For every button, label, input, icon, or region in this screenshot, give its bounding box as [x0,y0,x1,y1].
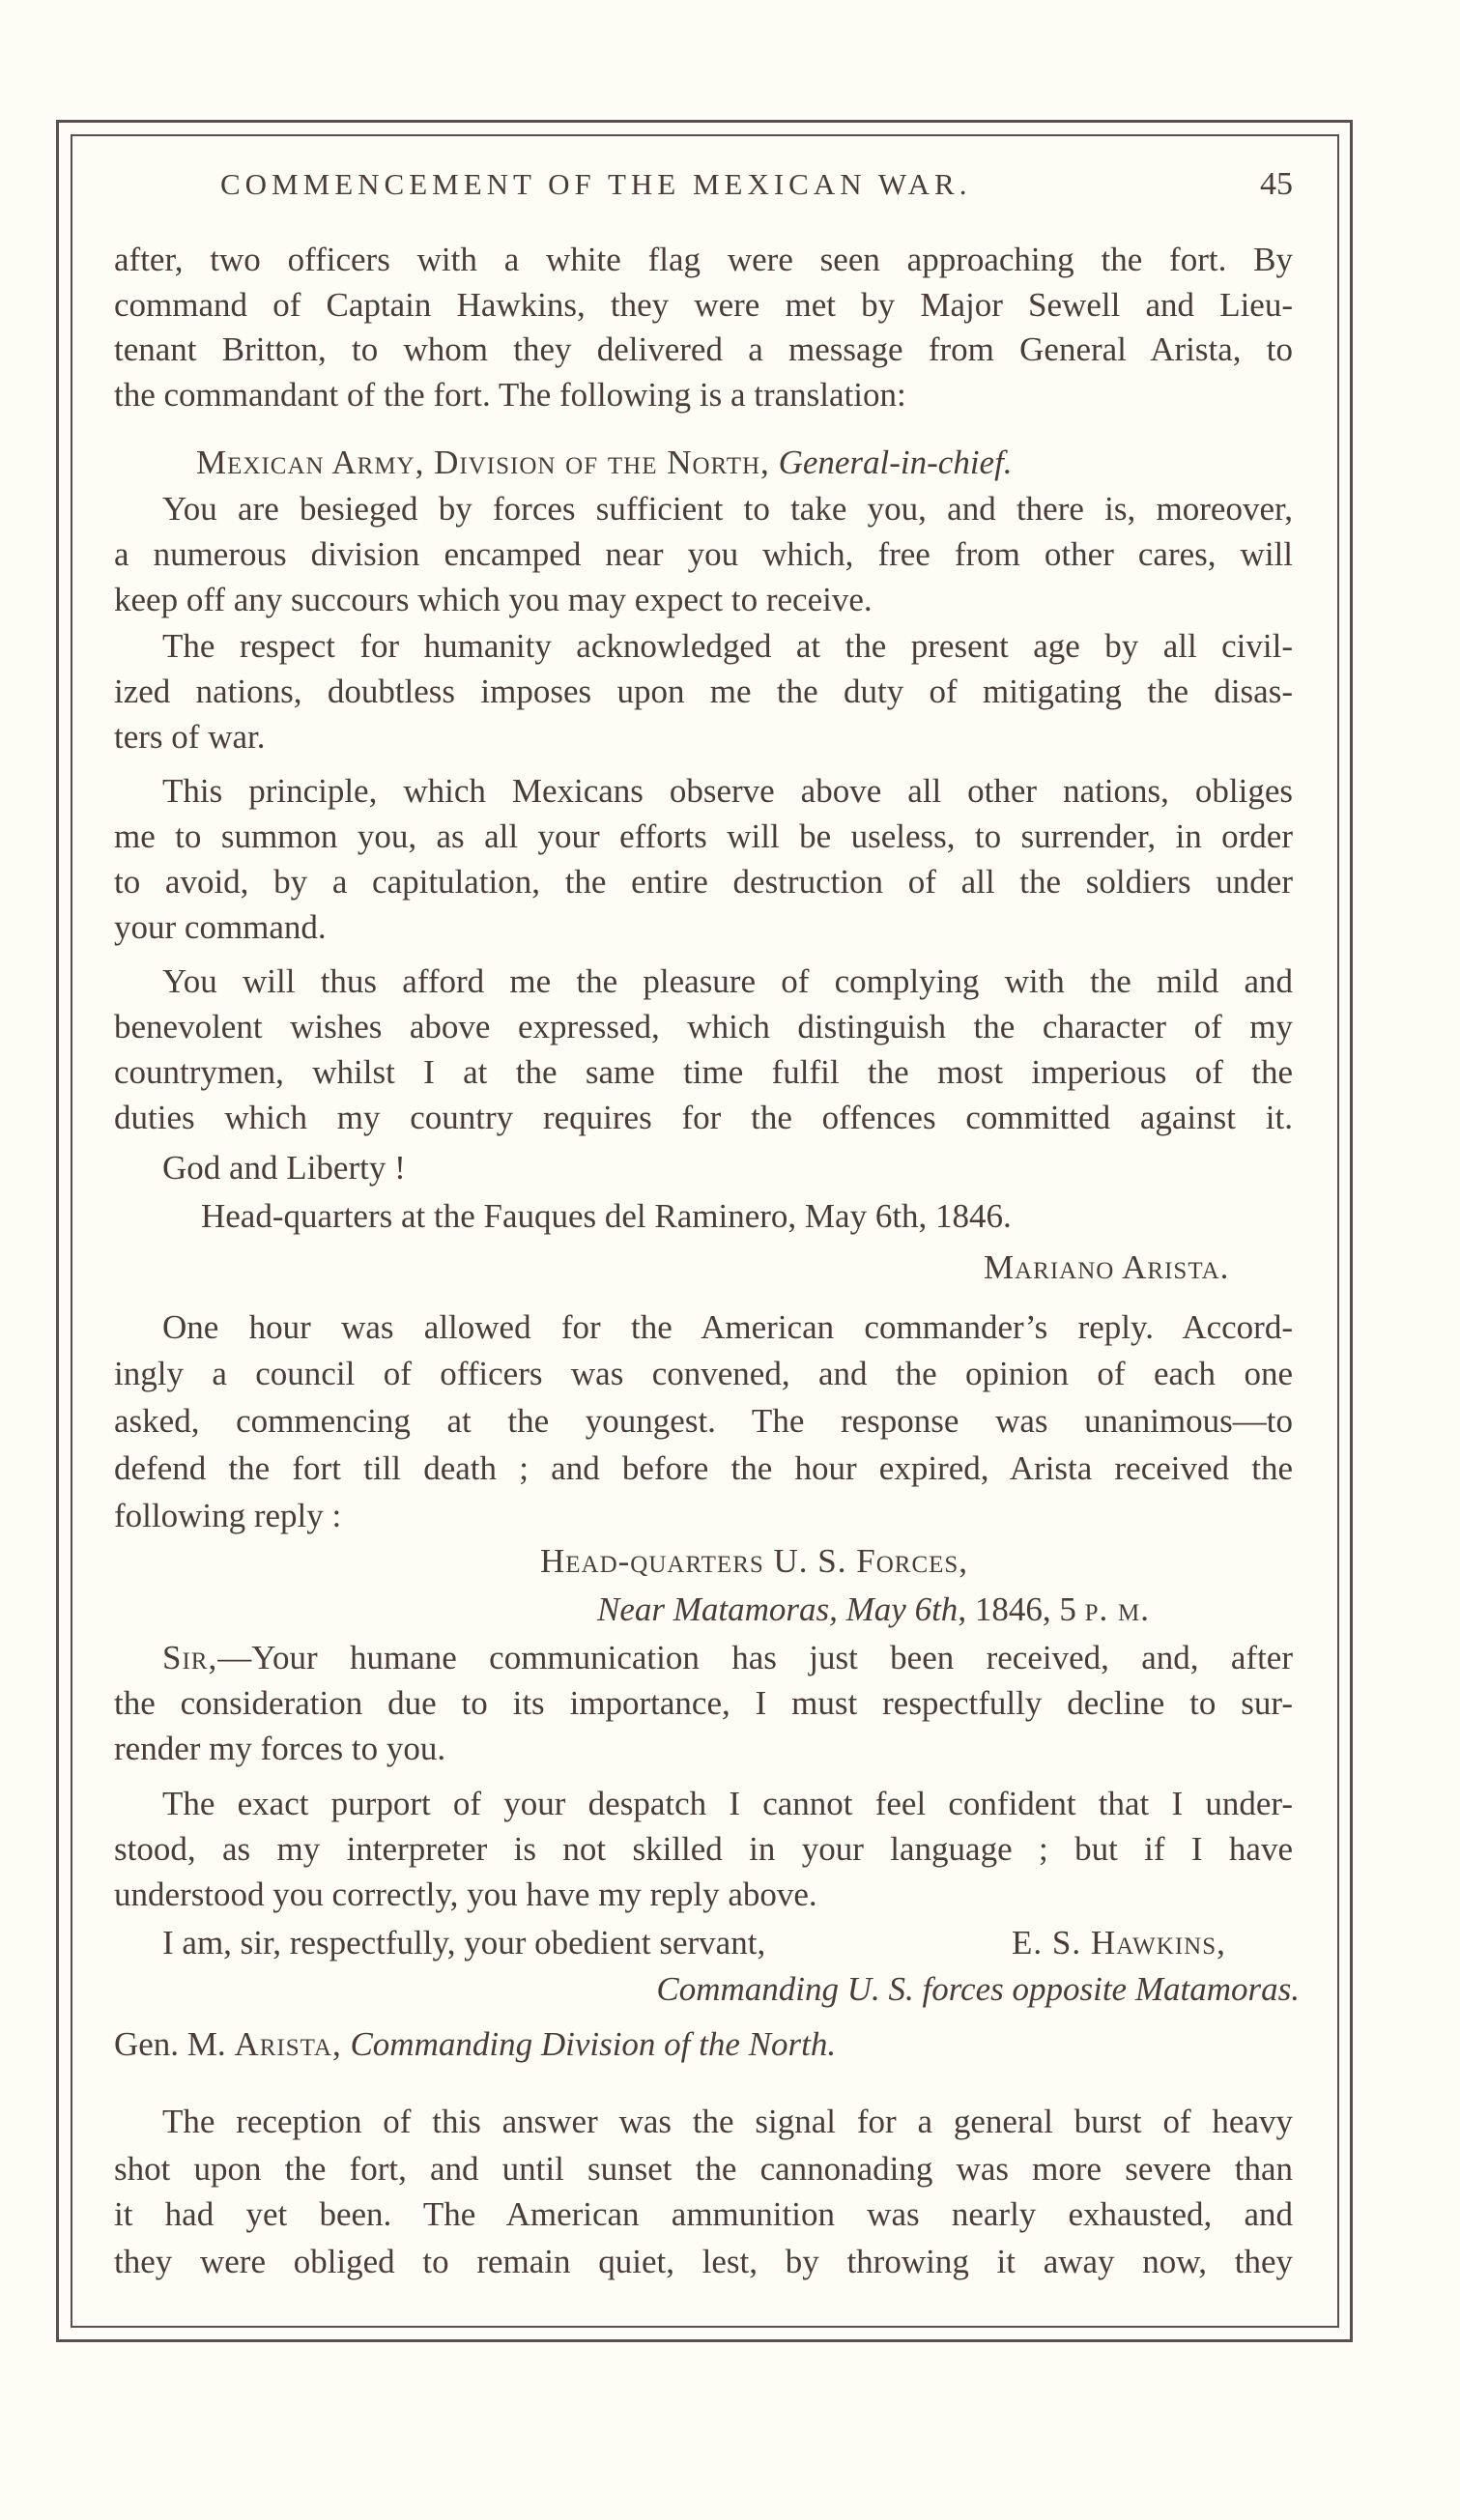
text-line: ized nations, doubtless imposes upon me the duty of mitigating the disas- [114,673,1293,710]
reply-signer-title: Commanding U. S. forces opposite Matamoras. [656,1970,1300,2008]
text-line: countrymen, whilst I at the same time fulfil the most imperious of the [114,1053,1293,1091]
text-line: tenant Britton, to whom they delivered a message from General Arista, to [114,330,1293,368]
text-line: One hour was allowed for the American commander’s reply. Accord- [162,1308,1293,1346]
text-line: a numerous division encamped near you which, free from other cares, will [114,535,1293,573]
text-line: duties which my country requires for the offences committed against it. [114,1099,1293,1136]
letter-dateline: Head-quarters at the Fauques del Raminero, May 6th, 1846. [201,1197,1012,1235]
text-line: ingly a council of officers was convened, and the opinion of each one [114,1355,1293,1392]
reply-salutation: Sir, [162,1639,218,1676]
text-line: The reception of this answer was the signal for a general burst of heavy [162,2103,1293,2140]
letter-heading [196,445,1375,479]
reply-place-year: , 1846, 5 [958,1590,1085,1628]
reply-heading: Head-quarters U. S. Forces, [540,1542,969,1580]
letter-heading-sender: Mexican Army, Division of the North, [196,444,770,481]
text-line: asked, commencing at the youngest. The response was unanimous—to [114,1402,1293,1440]
reply-place [597,1592,1293,1626]
letter-heading-title: General-in-chief. [778,444,1013,481]
reply-signer: E. S. Hawkins, [1012,1924,1226,1962]
reply-place-time: p. m. [1084,1590,1150,1628]
text-line: command of Captain Hawkins, they were met by Major Sewell and Lieu- [114,286,1293,324]
text-line: —Your humane communication has just been received, and, after [217,1639,1293,1676]
text-line: You will thus afford me the pleasure of complying with the mild and [162,962,1293,1000]
text-line: to avoid, by a capitulation, the entire destruction of all the soldiers under [114,863,1293,901]
running-head-title: COMMENCEMENT OF THE MEXICAN WAR. [220,167,972,201]
page-number: 45 [1260,166,1293,202]
running-head [220,166,1293,202]
text-line: shot upon the fort, and until sunset the cannonading was more severe than [114,2150,1293,2188]
text-line: me to summon you, as all your efforts will be useless, to surrender, in order [114,817,1293,855]
text-line: You are besieged by forces sufficient to take you, and there is, moreover, [162,490,1293,528]
text-line: stood, as my interpreter is not skilled in your language ; but if I have [114,1830,1293,1868]
text-line: your command. [114,908,327,946]
text-line: it had yet been. The American ammunition was nearly exhausted, and [114,2195,1293,2233]
text-line: The respect for humanity acknowledged at the present age by all civil- [162,627,1293,665]
text-line: ters of war. [114,718,266,756]
text-line: render my forces to you. [114,1730,446,1767]
text-line: defend the fort till death ; and before the hour expired, Arista received the [114,1449,1293,1487]
reply-addressee [114,2027,1293,2061]
text-line: benevolent wishes above expressed, which distinguish the character of my [114,1008,1293,1045]
text-line: keep off any succours which you may expect to receive. [114,581,873,618]
text-line: the consideration due to its importance, I must respectfully decline to sur- [114,1684,1293,1722]
addressee-title: Commanding Division of the North. [341,2025,837,2063]
text-line: the commandant of the fort. The following is a translation: [114,376,906,414]
text-line: This principle, which Mexicans observe above all other nations, obliges [162,772,1293,810]
reply-place-name: Near Matamoras, May 6th [597,1590,959,1628]
text-line: understood you correctly, you have my reply above. [114,1876,817,1913]
addressee-prefix: Gen. M. [114,2025,235,2063]
reply-salutation-line [162,1641,1293,1675]
text-line: after, two officers with a white flag were seen approaching the fort. By [114,241,1293,278]
letter-closing: God and Liberty ! [162,1149,406,1187]
letter-signature: Mariano Arista. [984,1248,1230,1286]
text-line: they were obliged to remain quiet, lest, by throwing it away now, they [114,2243,1293,2280]
addressee-name: Arista, [234,2025,342,2063]
text-line: following reply : [114,1497,342,1534]
text-line: The exact purport of your despatch I cannot feel confident that I under- [162,1785,1293,1822]
reply-closing: I am, sir, respectfully, your obedient servant, [162,1924,766,1962]
